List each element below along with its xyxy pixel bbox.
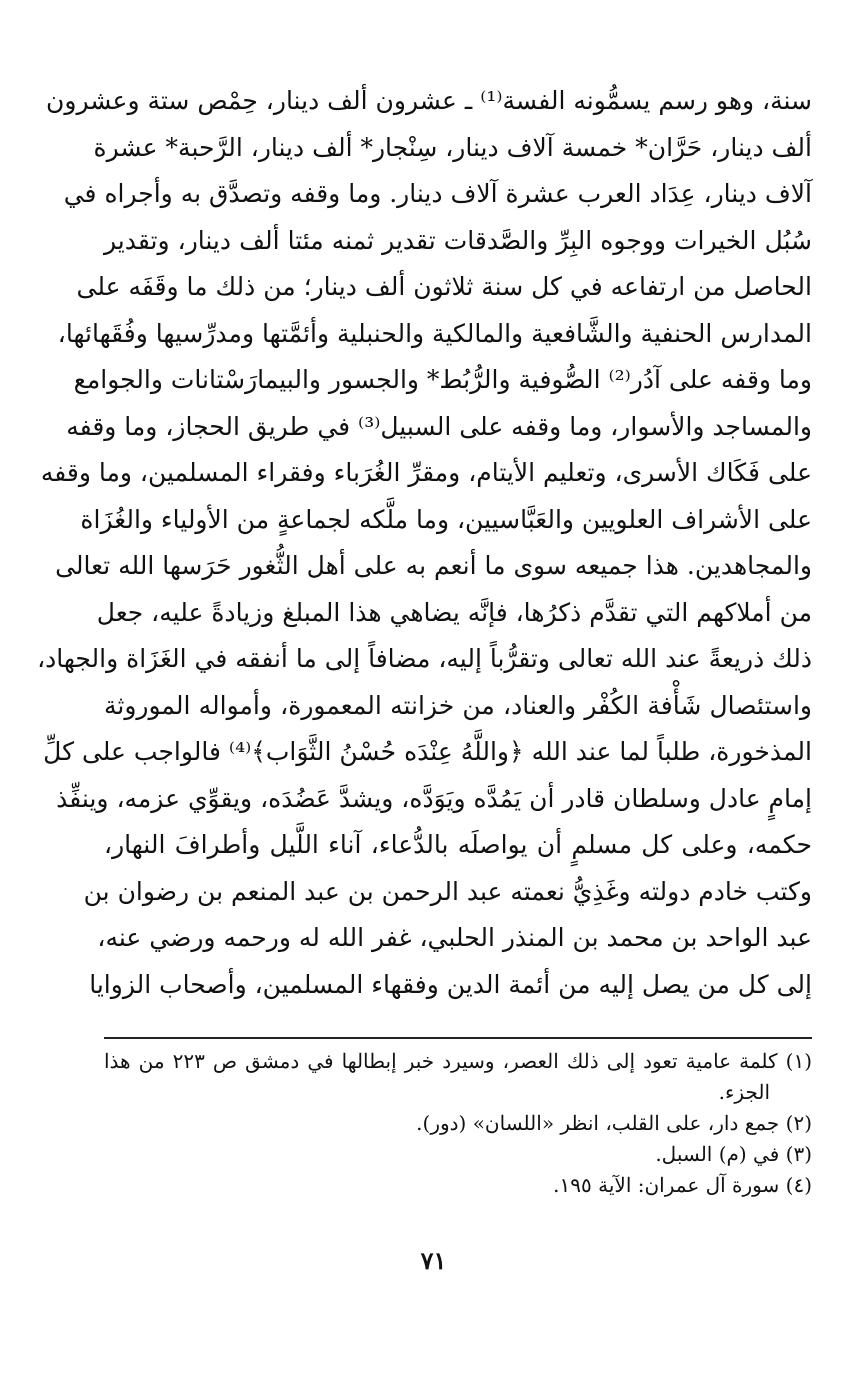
text-line: وكتب خادم دولته وغَذِيُّ نعمته عبد الرحمن بن عبد المنعم بن رضوان بن [83,876,812,906]
text-line: ألف دينار، حَرَّان* خمسة آلاف دينار، سِنْجار* ألف دينار، الرَّحبة* عشرة [93,132,812,162]
text-line: سُبُل الخيرات ووجوه البِرِّ والصَّدقات تقدير ثمنه مئتا ألف دينار، وتقدير [104,225,812,255]
footnote-separator [104,1037,812,1039]
footnote-1-continuation: الجزء. [718,1080,770,1104]
text-line: سنة، وهو رسم يسمُّونه الفسة⁽¹⁾ ـ عشرون ألف دينار، حِمْص ستة وعشرون [46,86,812,115]
text-line: وما وقفه على آدُر⁽²⁾ الصُّوفية والرُّبُط* والجسور والبيمارَسْتانات والجوامع [73,365,812,394]
text-line: من أملاكهم التي تقدَّم ذكرُها، فإنَّه يضاهي هذا المبلغ وزيادةً عليه، جعل [96,597,812,627]
main-text [37,78,812,1008]
text-line: المدارس الحنفية والشَّافعية والمالكية والحنبلية وأئمَّتها ومدرِّسيها وفُقَهائها، [57,318,812,348]
text-line: على فَكَاك الأسرى، وتعليم الأيتام، ومقرِّ الغُرَباء وفقراء المسلمين، وما وقفه [40,458,812,487]
text-line: والمجاهدين. هذا جميعه سوى ما أنعم به على أهل الثُّغور حَرَسها الله تعالى [55,551,812,580]
text-line: والمساجد والأسوار، وما وقفه على السبيل⁽³⁾ في طريق الحجاز، وما وقفه [66,411,812,441]
text-line: عبد الواحد بن محمد بن المنذر الحلبي، غفر الله له ورحمه ورضي عنه، [97,923,812,952]
text-line: ذلك ذريعةً عند الله تعالى وتقرُّباً إليه، مضافاً إلى ما أنفقه في الغَزَاة والجهاد، [37,644,812,673]
text-line: حكمه، وعلى كل مسلمٍ أن يواصلَه بالدُّعاء، آناء اللَّيل وأطرافَ النهار، [104,830,812,859]
page-number: ٧١ [420,1246,447,1275]
text-line: إمامٍ عادل وسلطان قادر أن يَمُدَّه ويَوَدَّه، ويشدَّ عَضُدَه، ويقوِّي عزمه، وينفِّذ [56,783,812,813]
footnote-1: (١) كلمة عامية تعود إلى ذلك العصر، وسيرد خبر إبطالها في دمشق ص ٢٢٣ من هذا [104,1049,812,1073]
text-line: إلى كل من يصل إليه من أئمة الدين وفقهاء المسلمين، وأصحاب الزوايا [89,969,812,999]
footnote-4: (٤) سورة آل عمران: الآية ١٩٥. [553,1173,812,1197]
text-line: واستئصال شَأْفة الكُفْر والعناد، من خزانته المعمورة، وأمواله الموروثة [104,690,812,720]
text-line: على الأشراف العلويين والعَبَّاسيين، وما ملَّكه لجماعةٍ من الأولياء والغُزَاة [80,504,812,534]
text-line: آلاف دينار، عِدَاد العرب عشرة آلاف دينار. وما وقفه وتصدَّق به وأجراه في [63,179,812,208]
footnotes [104,1046,812,1201]
text-line: المذخورة، طلباً لما عند الله ﴿واللَّهُ عِنْدَه حُسْنُ الثَّوَاب﴾⁽⁴⁾ فالواجب على كلِّ [43,737,812,766]
text-line: الحاصل من ارتفاعه في كل سنة ثلاثون ألف دينار؛ من ذلك ما وقَفَه على [76,272,812,301]
footnote-2: (٢) جمع دار، على القلب، انظر «اللسان» (دور). [416,1111,812,1135]
footnote-3: (٣) في (م) السبل. [655,1142,812,1166]
